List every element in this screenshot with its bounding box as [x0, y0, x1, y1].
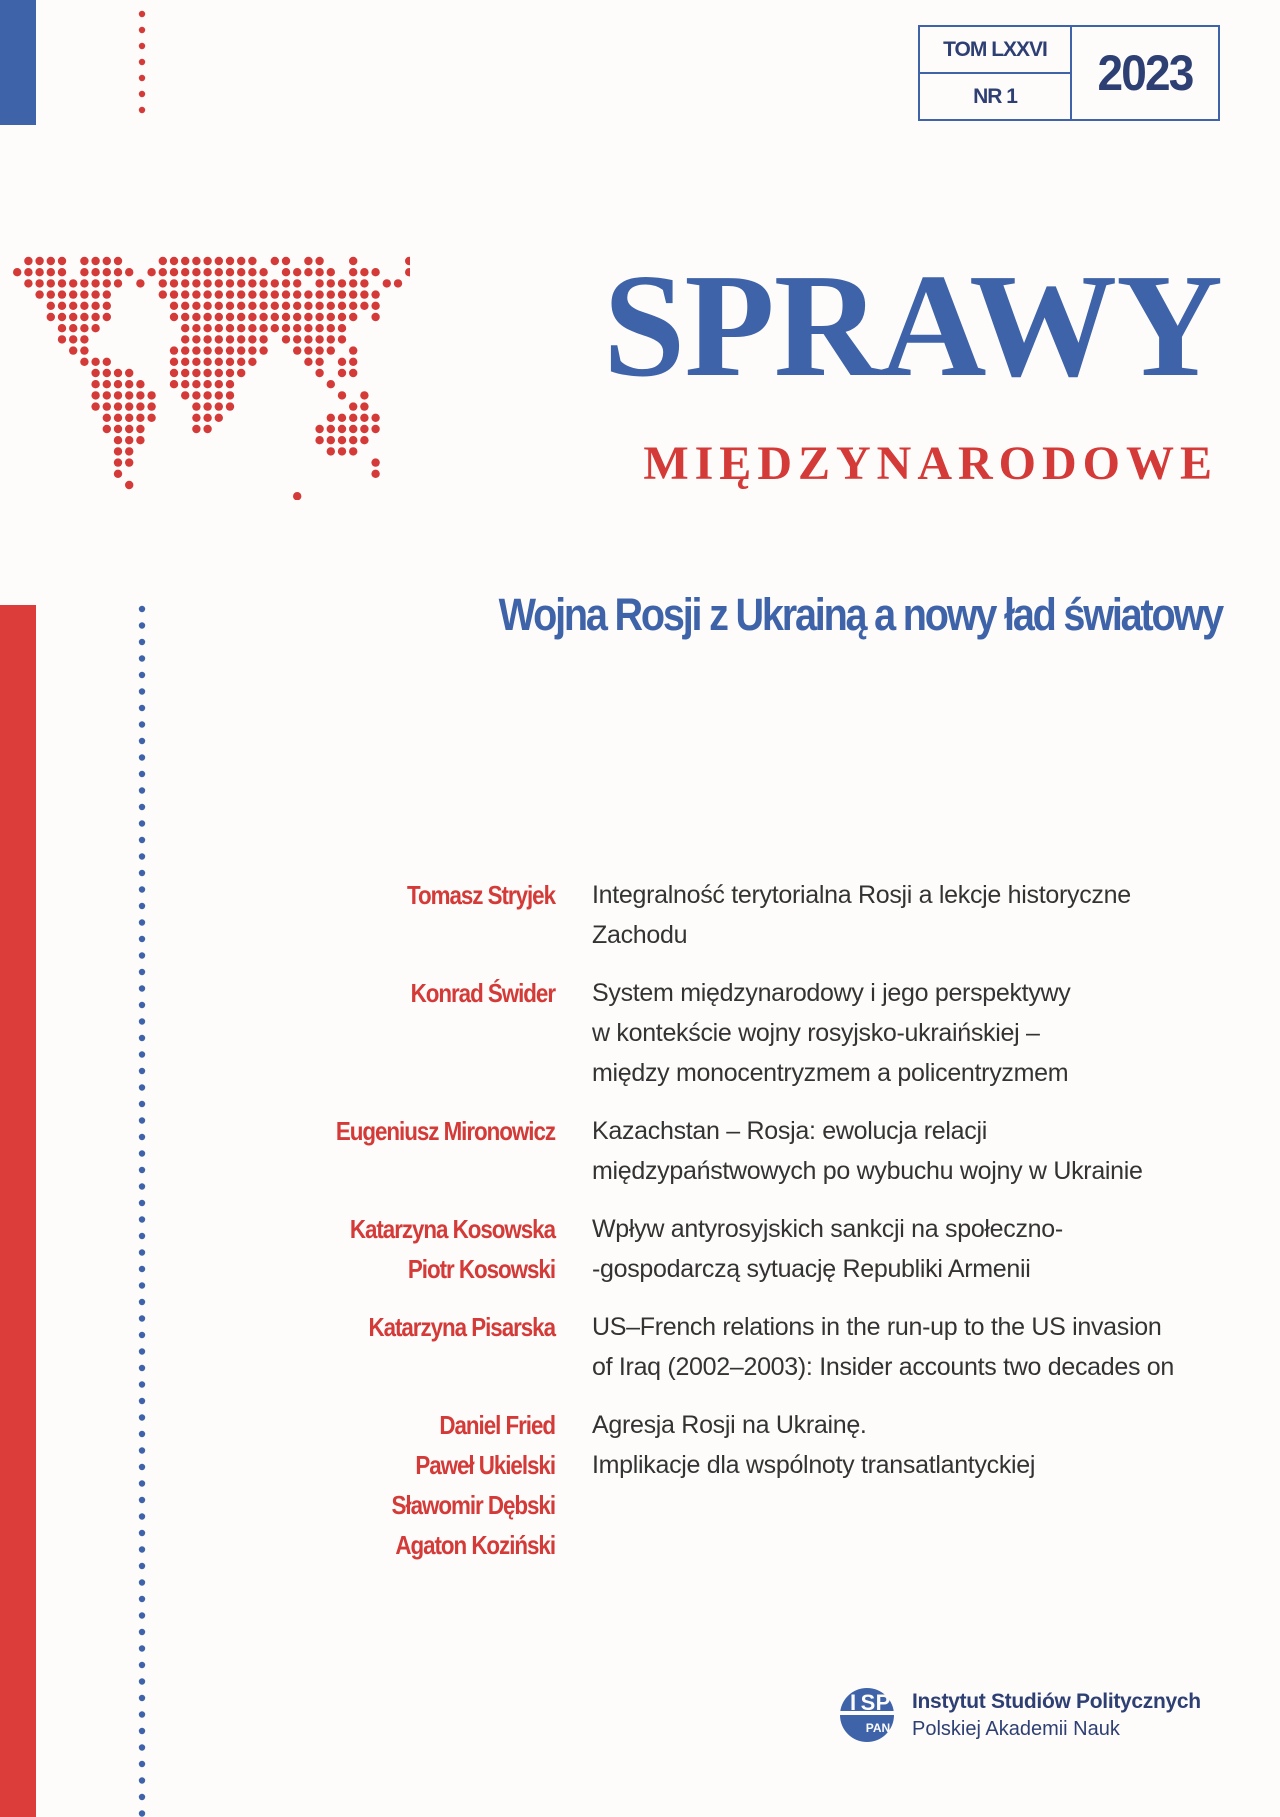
isp-pan-logo-icon	[838, 1686, 898, 1744]
publisher-text	[912, 1688, 1201, 1742]
author-name: Eugeniusz Mironowicz	[335, 1116, 555, 1146]
article-title-line: między monocentryzmem a policentryzmem	[592, 1059, 1069, 1087]
toc-article-title	[592, 1307, 1232, 1387]
logo-letter: I	[849, 1690, 857, 1715]
author-name: Tomasz Stryjek	[407, 880, 555, 910]
logo-letter: S	[860, 1690, 876, 1715]
toc-article-title	[592, 1209, 1232, 1289]
author-name: Katarzyna Pisarska	[368, 1312, 555, 1342]
volume-label: TOM LXXVI	[920, 27, 1070, 74]
dotted-line-top	[138, 10, 146, 125]
red-edge-bar	[0, 605, 36, 1817]
toc-authors	[280, 1111, 555, 1191]
author-name: Konrad Świder	[410, 978, 555, 1008]
world-map-icon	[0, 255, 410, 500]
author-name: Piotr Kosowski	[407, 1254, 555, 1284]
article-title-line: Integralność terytorialna Rosji a lekcje historyczne	[592, 881, 1131, 909]
logo-letter: P	[875, 1690, 891, 1715]
toc-authors	[280, 1405, 555, 1565]
article-title-line: Wpływ antyrosyjskich sankcji na społeczno-	[592, 1215, 1063, 1243]
article-title-line: of Iraq (2002–2003): Insider accounts two decades on	[592, 1353, 1175, 1381]
toc-entry	[280, 875, 1240, 955]
logo-letter: PAN	[865, 1721, 891, 1735]
toc-entry	[280, 1307, 1240, 1387]
issue-theme: Wojna Rosji z Ukrainą a nowy ład światowy	[498, 589, 1222, 640]
toc-authors	[280, 973, 555, 1093]
toc-article-title	[592, 973, 1232, 1093]
toc-entry	[280, 973, 1240, 1093]
article-title-line: w kontekście wojny rosyjsko-ukraińskiej –	[592, 1019, 1040, 1047]
toc-article-title	[592, 1111, 1232, 1191]
author-name: Katarzyna Kosowska	[349, 1214, 555, 1244]
issue-info-box	[918, 25, 1220, 121]
article-title-line: Kazachstan – Rosja: ewolucja relacji	[592, 1117, 987, 1145]
article-title-line: Agresja Rosji na Ukrainę.	[592, 1411, 867, 1439]
journal-title: SPRAWY	[603, 244, 1222, 408]
article-title-line: międzypaństwowych po wybuchu wojny w Ukrainie	[592, 1157, 1143, 1185]
publisher-block	[838, 1683, 1258, 1747]
toc-entry	[280, 1111, 1240, 1191]
blue-edge-bar	[0, 0, 36, 125]
number-label: NR 1	[973, 84, 1017, 108]
toc-authors	[280, 1307, 555, 1387]
article-title-line: Implikacje dla wspólnoty transatlantyckiej	[592, 1451, 1036, 1479]
author-name: Paweł Ukielski	[415, 1450, 555, 1480]
author-name: Daniel Fried	[439, 1410, 555, 1440]
author-name: Sławomir Dębski	[391, 1490, 555, 1520]
dotted-line-left	[138, 605, 146, 1817]
toc-article-title	[592, 1405, 1232, 1565]
journal-subtitle: MIĘDZYNARODOWE	[643, 437, 1218, 490]
article-title-line: Zachodu	[592, 921, 688, 949]
toc-authors	[280, 1209, 555, 1289]
article-title-line: -gospodarczą sytuację Republiki Armenii	[592, 1255, 1031, 1283]
publisher-academy: Polskiej Akademii Nauk	[912, 1718, 1120, 1740]
issue-year: 2023	[1097, 45, 1193, 101]
author-name: Agaton Koziński	[395, 1530, 555, 1560]
table-of-contents	[280, 875, 1240, 1583]
toc-authors	[280, 875, 555, 955]
article-title-line: US–French relations in the run-up to the US invasion	[592, 1313, 1162, 1341]
article-title-line: System międzynarodowy i jego perspektywy	[592, 979, 1071, 1007]
publisher-name: Instytut Studiów Politycznych	[912, 1690, 1201, 1713]
toc-article-title	[592, 875, 1232, 955]
toc-entry	[280, 1209, 1240, 1289]
toc-entry	[280, 1405, 1240, 1565]
